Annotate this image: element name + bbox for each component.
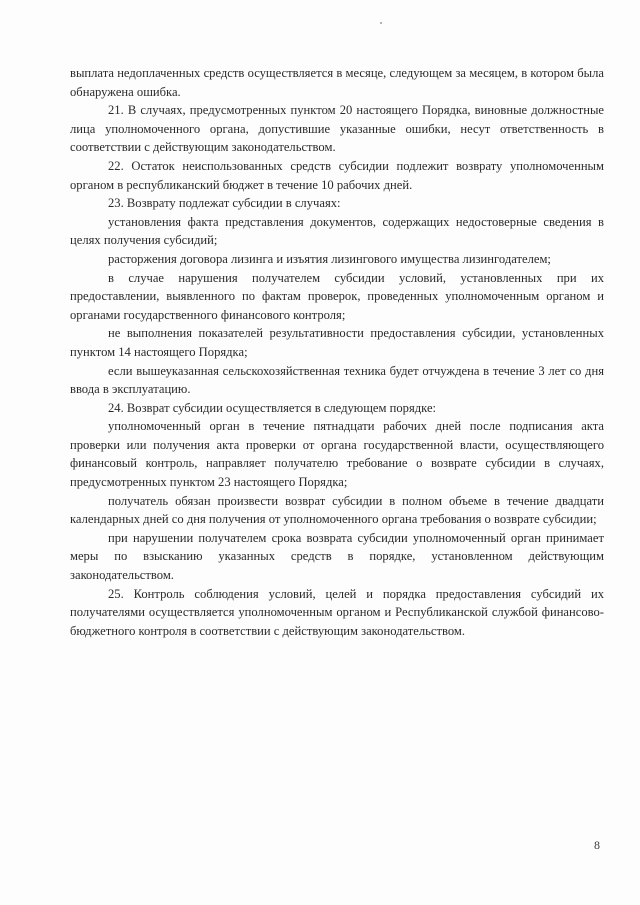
paragraph: если вышеуказанная сельскохозяйственная техника будет отчуждена в течение 3 лет со дня ввода в эксплуатацию. — [70, 363, 604, 397]
document-body — [70, 64, 604, 640]
paragraph: 25. Контроль соблюдения условий, целей и порядка предоставления субсидий их получателями осуществляется уполномоченным органом и Республиканской службой финансово-бюджетного контроля в соответствии с действующим законодательством. — [70, 586, 604, 638]
paragraph: расторжения договора лизинга и изъятия лизингового имущества лизингодателем; — [108, 251, 551, 266]
page-number: 8 — [594, 838, 600, 852]
paragraph: 24. Возврат субсидии осуществляется в следующем порядке: — [108, 400, 437, 415]
paragraph: 21. В случаях, предусмотренных пунктом 20 настоящего Порядка, виновные должностные лица уполномоченного органа, допустившие указанные ошибки, несут ответственность в соответствии с действующим законодательством. — [70, 103, 604, 155]
paragraph: получатель обязан произвести возврат субсидии в полном объеме в течение двадцати календарных дней со дня получения от уполномоченного органа требования о возврате субсидии; — [70, 493, 604, 527]
paragraph: 22. Остаток неиспользованных средств субсидии подлежит возврату уполномоченным органом в республиканский бюджет в течение 10 рабочих дней. — [70, 158, 604, 192]
paragraph: в случае нарушения получателем субсидии условий, установленных при их предоставлении, выявленного по фактам проверок, проведенных уполномоченным органом и органами государственного финансового контроля; — [70, 270, 604, 322]
paragraph: при нарушении получателем срока возврата субсидии уполномоченный орган принимает меры по взысканию указанных средств в порядке, установленном действующим законодательством. — [70, 530, 604, 583]
paragraph: выплата недоплаченных средств осуществляется в месяце, следующем за месяцем, в котором была обнаружена ошибка. — [70, 66, 604, 99]
paragraph: уполномоченный орган в течение пятнадцати рабочих дней после подписания акта проверки или получения акта проверки от органа государственной власти, осуществляющего финансовый контроль, направляет получателю требование о возврате субсидии в случаях, предусмотренных пунктом 23 настоящего Порядка; — [70, 419, 604, 490]
paragraph: установления факта представления документов, содержащих недостоверные сведения в целях получения субсидий; — [70, 214, 604, 248]
scan-mark — [380, 22, 382, 24]
paragraph: 23. Возврату подлежат субсидии в случаях: — [108, 196, 341, 211]
paragraph: не выполнения показателей результативности предоставления субсидии, установленных пунктом 14 настоящего Порядка; — [70, 326, 604, 359]
